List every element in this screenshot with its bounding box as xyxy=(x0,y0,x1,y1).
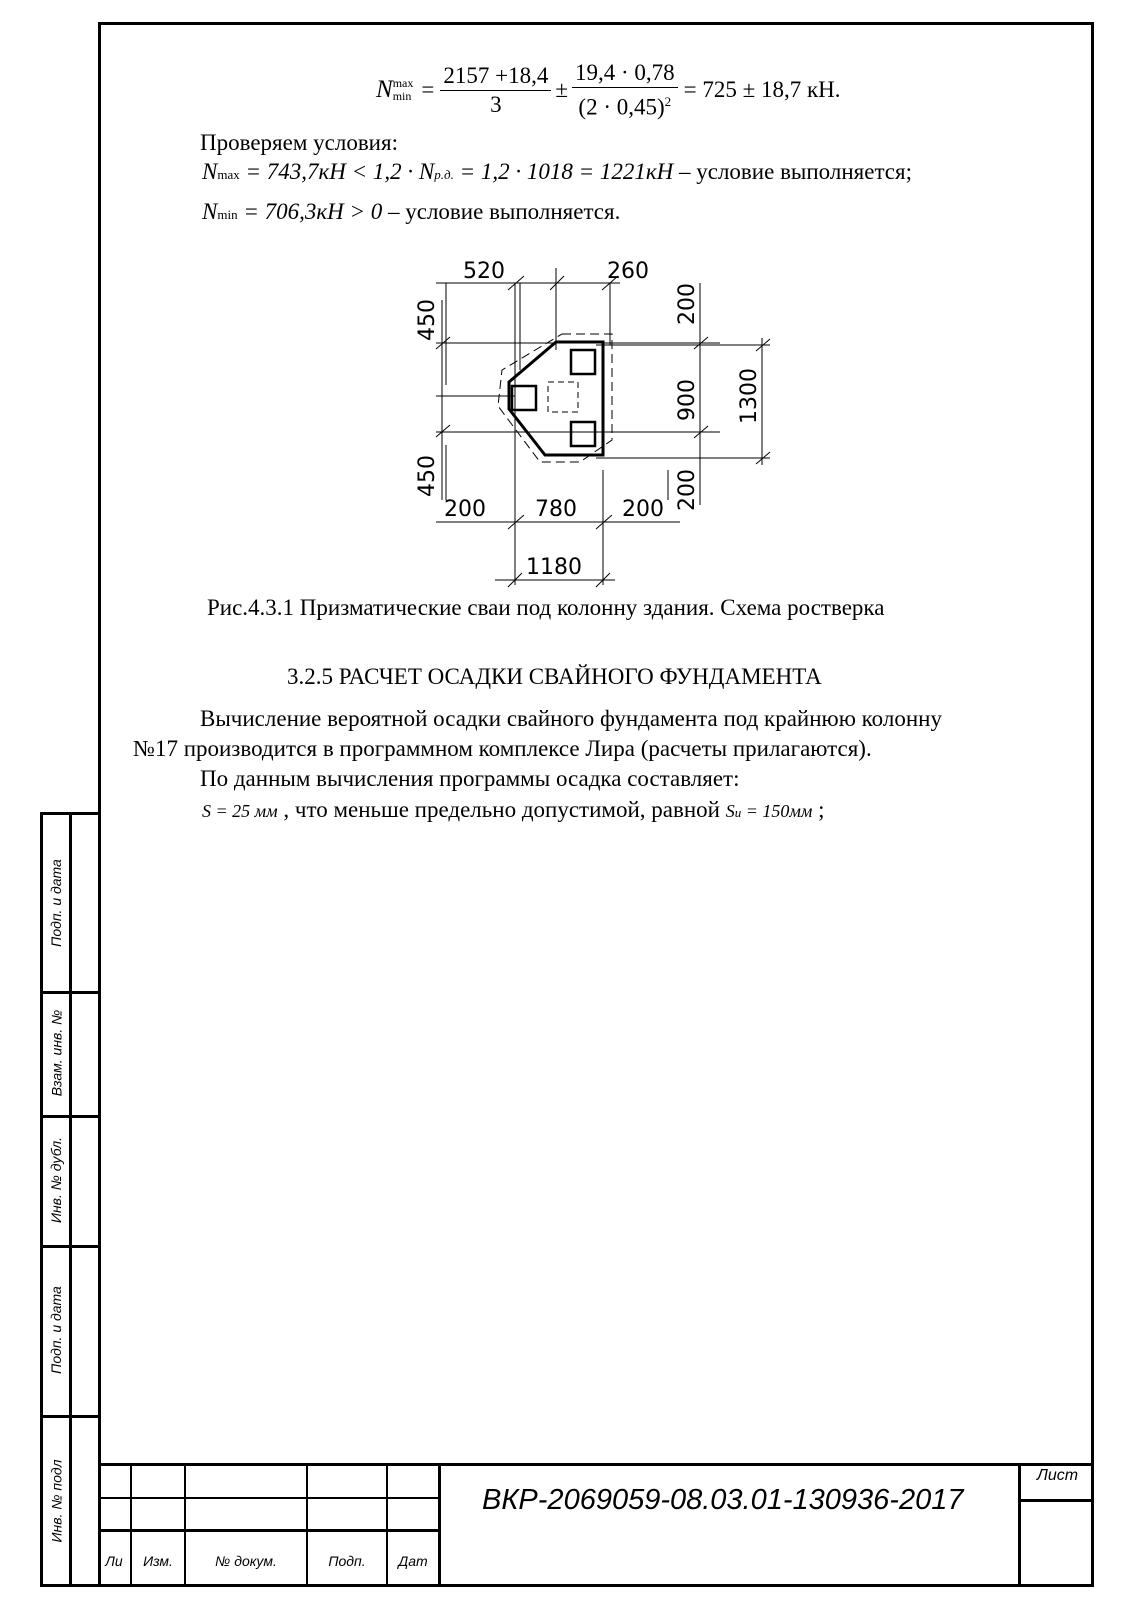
dim-bottom-200-right: 200 xyxy=(622,497,664,522)
condition-1: Nmax = 743,7кН < 1,2 · Nр.д. = 1,2 · 1018 = 1221кН – условие выполняется; xyxy=(202,159,912,184)
stamp-col-date: Дат xyxy=(398,1553,428,1569)
dim-bottom-780: 780 xyxy=(535,497,577,522)
dim-right-200-top: 200 xyxy=(675,283,700,325)
side-label-sign-date-1: Подп. и дата xyxy=(48,859,64,947)
side-strip xyxy=(40,812,98,1587)
formula-main: N max min = $\frac{2157 +18,4}{3}$ ± $\frac{19,4 \cdot 0,78}{(2 \cdot 0,45)^2}$ = 725 ± 18,7 кН. xyxy=(376,59,841,120)
check-title: Проверяем условия: xyxy=(200,130,398,155)
paragraph-1-line-1: Вычисление вероятной осадки свайного фундамента под крайнюю колонну xyxy=(200,706,942,731)
dim-left-450-top: 450 xyxy=(415,299,440,341)
sheet-label: Лист xyxy=(1036,1467,1079,1484)
paragraph-3: S = 25 мм , что меньше предельно допустимой, равной Su = 150мм ; xyxy=(202,797,825,822)
side-label-orig-inv: Инв. № подл xyxy=(48,1459,65,1543)
dim-top-520: 520 xyxy=(463,259,505,284)
pile-cap-drawing xyxy=(400,248,790,593)
document-code: ВКР-2069059-08.03.01-130936-2017 xyxy=(482,1484,964,1516)
dim-top-260: 260 xyxy=(607,259,649,284)
dim-right-1300: 1300 xyxy=(737,368,762,424)
dim-total-1180: 1180 xyxy=(526,555,582,580)
figure-caption: Рис.4.3.1 Призматические сваи под колонну здания. Схема ростверка xyxy=(207,595,885,620)
paragraph-1-line-2: №17 производится в программном комплексе Лира (расчеты прилагаются). xyxy=(133,736,872,761)
side-label-replace-inv: Взам. инв. № xyxy=(48,1009,64,1097)
stamp-col-doc-number: № докум. xyxy=(215,1553,277,1569)
side-label-sign-date-2: Подп. и дата xyxy=(48,1286,64,1374)
stamp-col-signature: Подп. xyxy=(328,1553,366,1569)
section-title: 3.2.5 РАСЧЕТ ОСАДКИ СВАЙНОГО ФУНДАМЕНТА xyxy=(287,664,822,689)
stamp-col-sheet: Ли xyxy=(105,1553,123,1569)
dim-right-200-bottom: 200 xyxy=(675,469,700,511)
paragraph-2: По данным вычисления программы осадка составляет: xyxy=(200,766,740,791)
stamp-col-change: Изм. xyxy=(143,1553,173,1569)
title-block xyxy=(98,1467,1094,1587)
condition-2: Nmin = 706,3кН > 0 – условие выполняется. xyxy=(202,199,621,224)
dim-left-450-bottom: 450 xyxy=(415,455,440,497)
dim-bottom-200-left: 200 xyxy=(444,497,486,522)
side-label-dup-inv: Инв. № дубл. xyxy=(48,1136,65,1224)
dim-right-900: 900 xyxy=(675,379,700,421)
